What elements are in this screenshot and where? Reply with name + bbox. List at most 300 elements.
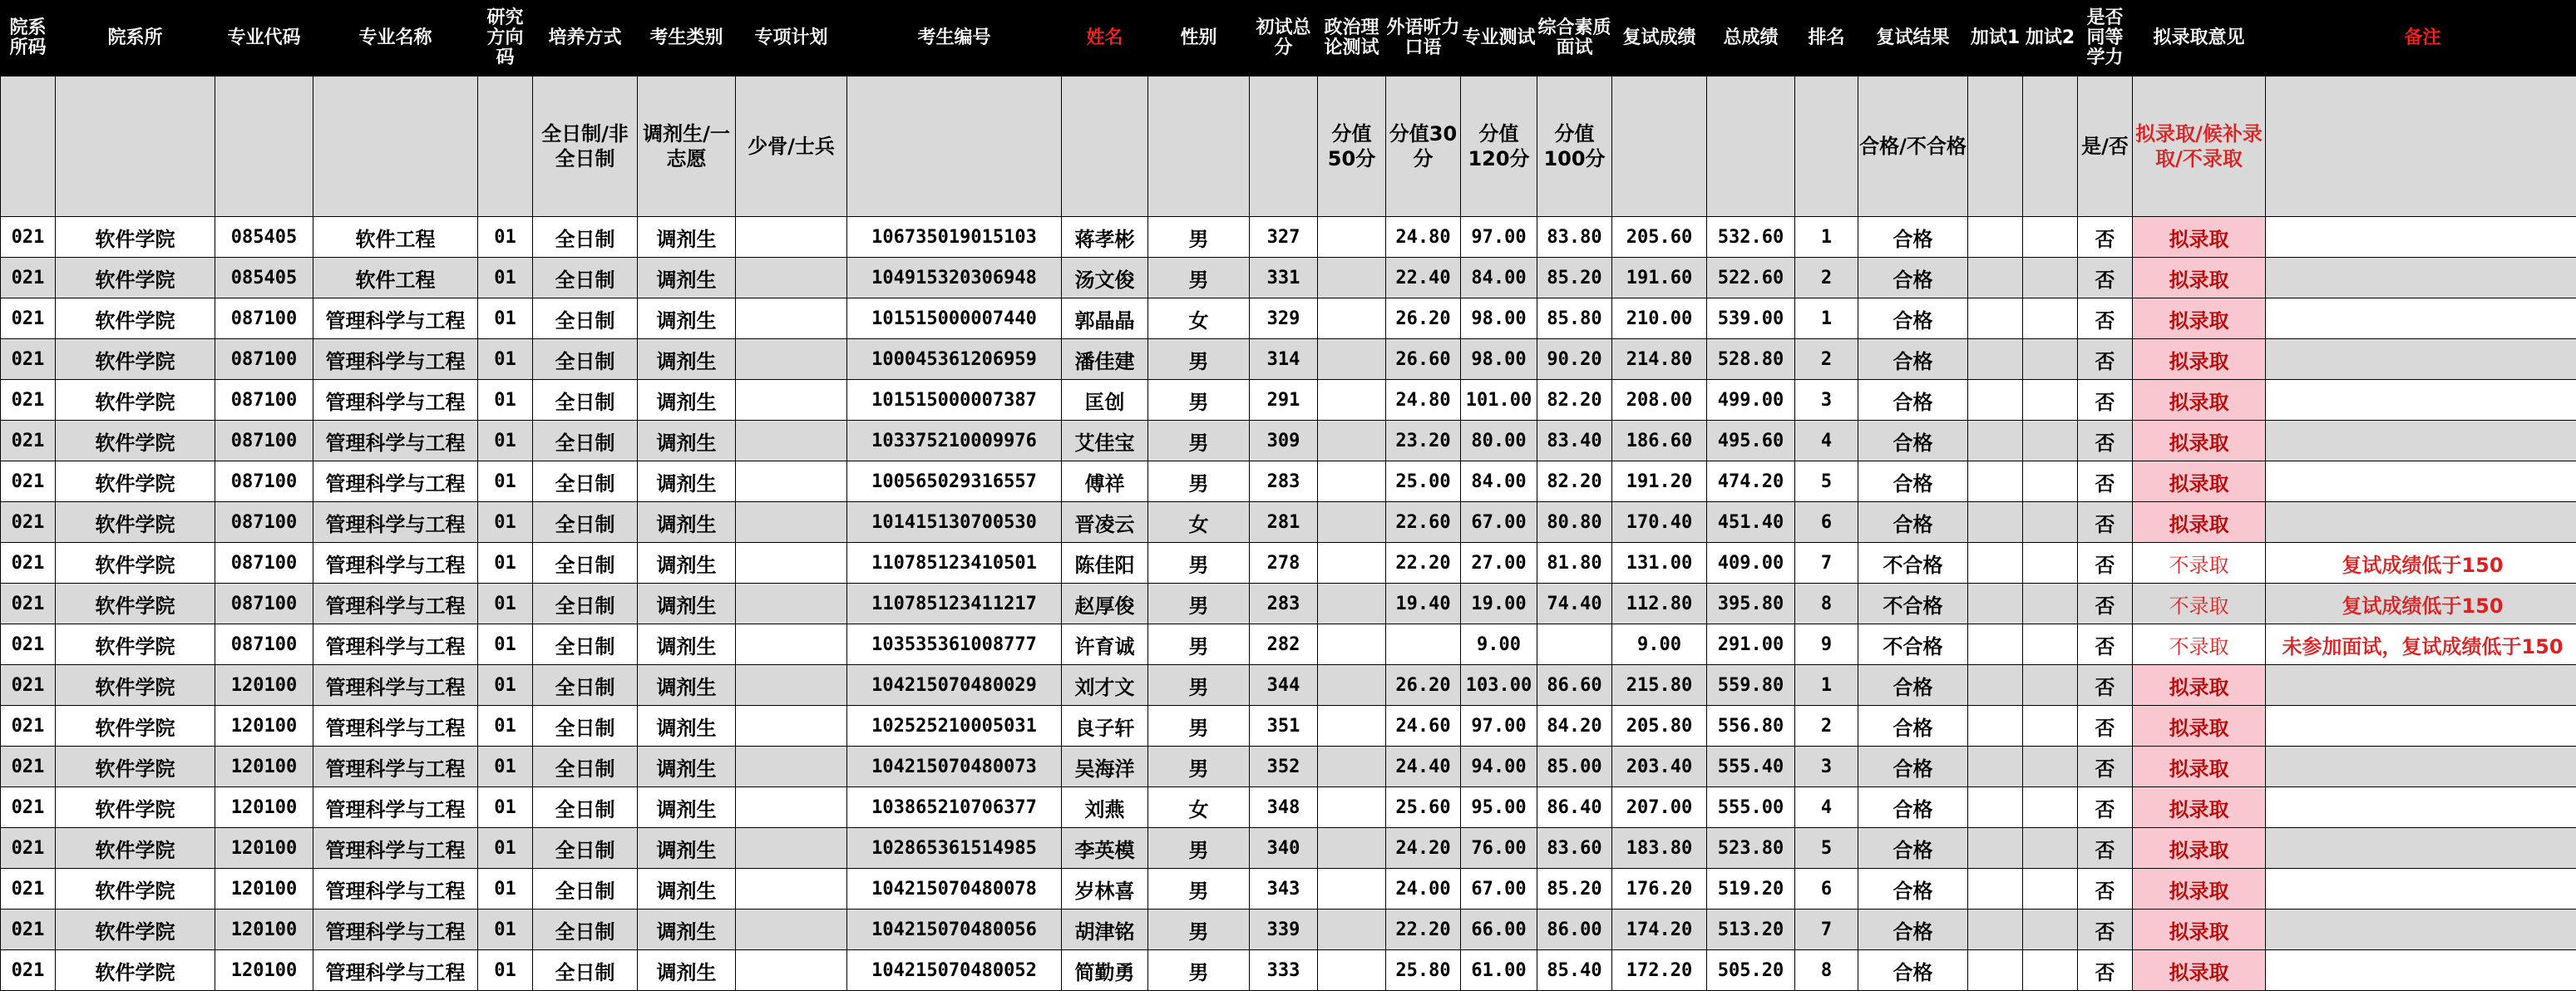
table-cell <box>1968 665 2023 706</box>
table-cell <box>1968 624 2023 665</box>
table-cell: 331 <box>1250 258 1318 298</box>
column-description <box>313 76 478 217</box>
table-cell: 男 <box>1148 828 1250 869</box>
table-cell: 男 <box>1148 543 1250 584</box>
table-cell: 管理科学与工程 <box>313 298 478 339</box>
table-cell: 调剂生 <box>638 787 736 828</box>
table-cell: 25.60 <box>1386 787 1461 828</box>
table-cell: 021 <box>1 828 56 869</box>
table-cell: 合格 <box>1858 298 1968 339</box>
table-cell: 104915320306948 <box>847 258 1062 298</box>
table-cell: 101515000007387 <box>847 380 1062 421</box>
table-cell: 调剂生 <box>638 869 736 910</box>
table-cell: 85.20 <box>1537 258 1612 298</box>
table-row <box>1 869 2576 910</box>
column-description: 少骨/士兵 <box>736 76 847 217</box>
table-row <box>1 380 2576 421</box>
table-cell <box>1968 502 2023 543</box>
table-cell <box>1318 543 1386 584</box>
table-cell: 8 <box>1795 950 1858 991</box>
table-cell <box>1968 950 2023 991</box>
table-cell <box>2266 828 2576 869</box>
table-cell <box>2023 380 2078 421</box>
table-cell: 98.00 <box>1461 339 1537 380</box>
table-cell: 软件学院 <box>56 584 215 624</box>
table-cell <box>2023 787 2078 828</box>
table-cell: 203.40 <box>1612 747 1707 787</box>
table-cell: 021 <box>1 217 56 258</box>
table-cell <box>736 747 847 787</box>
table-cell: 否 <box>2078 421 2133 461</box>
table-cell: 合格 <box>1858 217 1968 258</box>
table-cell: 全日制 <box>533 706 638 747</box>
table-cell: 软件学院 <box>56 828 215 869</box>
table-cell: 全日制 <box>533 258 638 298</box>
table-cell <box>736 543 847 584</box>
table-cell: 85.80 <box>1537 298 1612 339</box>
table-cell: 9 <box>1795 624 1858 665</box>
table-cell: 合格 <box>1858 828 1968 869</box>
table-cell: 085405 <box>215 258 313 298</box>
table-cell: 刘才文 <box>1062 665 1148 706</box>
table-cell: 087100 <box>215 461 313 502</box>
table-cell: 83.80 <box>1537 217 1612 258</box>
table-cell: 186.60 <box>1612 421 1707 461</box>
table-cell: 男 <box>1148 258 1250 298</box>
column-description <box>1148 76 1250 217</box>
table-cell: 340 <box>1250 828 1318 869</box>
table-cell: 否 <box>2078 502 2133 543</box>
table-cell: 087100 <box>215 421 313 461</box>
table-cell: 021 <box>1 461 56 502</box>
column-header: 院系所 <box>56 1 215 76</box>
table-cell: 合格 <box>1858 339 1968 380</box>
table-cell: 全日制 <box>533 339 638 380</box>
table-row <box>1 787 2576 828</box>
table-cell: 不录取 <box>2133 584 2266 624</box>
table-cell: 调剂生 <box>638 258 736 298</box>
table-cell <box>2023 339 2078 380</box>
table-cell: 全日制 <box>533 380 638 421</box>
table-cell: 否 <box>2078 828 2133 869</box>
table-cell: 539.00 <box>1707 298 1795 339</box>
table-cell <box>1318 298 1386 339</box>
table-cell: 104215070480052 <box>847 950 1062 991</box>
table-cell <box>2266 421 2576 461</box>
table-cell: 李英模 <box>1062 828 1148 869</box>
table-cell: 98.00 <box>1461 298 1537 339</box>
column-header: 专项计划 <box>736 1 847 76</box>
table-cell: 管理科学与工程 <box>313 421 478 461</box>
table-cell: 男 <box>1148 869 1250 910</box>
column-header: 姓名 <box>1062 1 1148 76</box>
table-cell: 120100 <box>215 665 313 706</box>
table-cell <box>736 706 847 747</box>
table-cell: 61.00 <box>1461 950 1537 991</box>
table-cell: 85.20 <box>1537 869 1612 910</box>
table-cell: 22.60 <box>1386 502 1461 543</box>
table-cell: 1 <box>1795 665 1858 706</box>
table-row <box>1 624 2576 665</box>
table-cell: 021 <box>1 706 56 747</box>
table-cell: 021 <box>1 502 56 543</box>
table-cell: 24.20 <box>1386 828 1461 869</box>
table-cell: 管理科学与工程 <box>313 950 478 991</box>
table-cell <box>2023 217 2078 258</box>
table-cell: 男 <box>1148 706 1250 747</box>
table-cell: 汤文俊 <box>1062 258 1148 298</box>
table-cell: 管理科学与工程 <box>313 502 478 543</box>
table-cell: 555.00 <box>1707 787 1795 828</box>
table-row <box>1 950 2576 991</box>
table-cell: 8 <box>1795 584 1858 624</box>
table-cell <box>1318 217 1386 258</box>
column-description <box>1062 76 1148 217</box>
table-cell: 未参加面试，复试成绩低于150 <box>2266 624 2576 665</box>
table-cell: 否 <box>2078 787 2133 828</box>
table-cell: 409.00 <box>1707 543 1795 584</box>
table-cell: 513.20 <box>1707 910 1795 950</box>
table-cell: 管理科学与工程 <box>313 747 478 787</box>
table-cell: 拟录取 <box>2133 747 2266 787</box>
table-cell <box>2266 910 2576 950</box>
table-cell: 021 <box>1 910 56 950</box>
table-cell: 86.00 <box>1537 910 1612 950</box>
column-header: 考生类别 <box>638 1 736 76</box>
table-cell: 1 <box>1795 298 1858 339</box>
table-cell: 调剂生 <box>638 298 736 339</box>
table-cell: 男 <box>1148 217 1250 258</box>
table-cell: 许育诚 <box>1062 624 1148 665</box>
table-cell: 01 <box>478 421 533 461</box>
table-cell: 021 <box>1 584 56 624</box>
table-cell <box>1968 258 2023 298</box>
table-row <box>1 910 2576 950</box>
table-cell: 82.20 <box>1537 461 1612 502</box>
table-cell: 66.00 <box>1461 910 1537 950</box>
table-cell: 否 <box>2078 380 2133 421</box>
table-cell: 19.00 <box>1461 584 1537 624</box>
table-cell: 软件学院 <box>56 339 215 380</box>
table-cell: 27.00 <box>1461 543 1537 584</box>
table-cell: 314 <box>1250 339 1318 380</box>
table-cell <box>2266 461 2576 502</box>
table-cell: 519.20 <box>1707 869 1795 910</box>
table-cell: 283 <box>1250 584 1318 624</box>
table-cell <box>736 339 847 380</box>
table-cell: 男 <box>1148 747 1250 787</box>
table-cell: 01 <box>478 380 533 421</box>
table-cell: 不合格 <box>1858 543 1968 584</box>
table-cell: 男 <box>1148 950 1250 991</box>
table-cell: 19.40 <box>1386 584 1461 624</box>
column-description <box>2266 76 2576 217</box>
table-cell: 否 <box>2078 298 2133 339</box>
table-cell <box>736 624 847 665</box>
table-cell: 01 <box>478 910 533 950</box>
table-cell: 全日制 <box>533 665 638 706</box>
table-cell <box>1318 787 1386 828</box>
column-header: 备注 <box>2266 1 2576 76</box>
column-header: 考生编号 <box>847 1 1062 76</box>
table-cell: 否 <box>2078 217 2133 258</box>
table-cell <box>2266 217 2576 258</box>
table-cell: 309 <box>1250 421 1318 461</box>
table-cell <box>2023 461 2078 502</box>
table-cell: 86.60 <box>1537 665 1612 706</box>
table-cell: 22.40 <box>1386 258 1461 298</box>
table-cell: 合格 <box>1858 747 1968 787</box>
table-cell: 281 <box>1250 502 1318 543</box>
column-header: 总成绩 <box>1707 1 1795 76</box>
column-header: 综合素质面试 <box>1537 1 1612 76</box>
table-cell: 104215070480078 <box>847 869 1062 910</box>
table-cell <box>2023 747 2078 787</box>
table-cell: 106735019015103 <box>847 217 1062 258</box>
table-cell: 087100 <box>215 584 313 624</box>
column-description: 拟录取/候补录取/不录取 <box>2133 76 2266 217</box>
table-cell: 男 <box>1148 910 1250 950</box>
table-cell <box>1318 461 1386 502</box>
table-cell: 24.80 <box>1386 380 1461 421</box>
table-cell: 210.00 <box>1612 298 1707 339</box>
table-cell: 良子轩 <box>1062 706 1148 747</box>
table-cell: 343 <box>1250 869 1318 910</box>
table-cell: 327 <box>1250 217 1318 258</box>
table-cell <box>736 298 847 339</box>
table-cell: 女 <box>1148 502 1250 543</box>
column-description: 分值30分 <box>1386 76 1461 217</box>
table-cell: 2 <box>1795 339 1858 380</box>
table-row <box>1 258 2576 298</box>
table-cell: 管理科学与工程 <box>313 624 478 665</box>
column-header: 加试2 <box>2023 1 2078 76</box>
table-cell <box>1968 869 2023 910</box>
table-cell <box>736 828 847 869</box>
table-cell: 拟录取 <box>2133 706 2266 747</box>
table-cell: 495.60 <box>1707 421 1795 461</box>
table-cell: 拟录取 <box>2133 828 2266 869</box>
table-cell: 晋凌云 <box>1062 502 1148 543</box>
table-cell: 5 <box>1795 828 1858 869</box>
table-cell: 男 <box>1148 421 1250 461</box>
table-cell: 全日制 <box>533 543 638 584</box>
table-cell <box>1968 543 2023 584</box>
table-cell: 男 <box>1148 339 1250 380</box>
table-cell: 172.20 <box>1612 950 1707 991</box>
table-cell: 021 <box>1 421 56 461</box>
table-cell: 103535361008777 <box>847 624 1062 665</box>
header-row <box>1 1 2576 76</box>
table-cell: 83.60 <box>1537 828 1612 869</box>
table-cell: 合格 <box>1858 910 1968 950</box>
table-cell: 110785123411217 <box>847 584 1062 624</box>
table-cell: 01 <box>478 258 533 298</box>
table-cell: 7 <box>1795 543 1858 584</box>
table-cell: 84.00 <box>1461 461 1537 502</box>
table-cell <box>2266 706 2576 747</box>
table-cell: 01 <box>478 787 533 828</box>
table-cell <box>1318 665 1386 706</box>
table-cell: 90.20 <box>1537 339 1612 380</box>
column-header: 复试成绩 <box>1612 1 1707 76</box>
table-cell: 拟录取 <box>2133 258 2266 298</box>
table-cell <box>736 380 847 421</box>
column-description <box>1795 76 1858 217</box>
table-cell: 01 <box>478 747 533 787</box>
table-cell: 不合格 <box>1858 624 1968 665</box>
table-cell: 087100 <box>215 624 313 665</box>
table-cell: 软件学院 <box>56 624 215 665</box>
column-description <box>478 76 533 217</box>
table-cell: 120100 <box>215 706 313 747</box>
table-cell <box>2266 665 2576 706</box>
table-cell: 205.60 <box>1612 217 1707 258</box>
table-cell <box>2023 869 2078 910</box>
table-cell <box>1318 421 1386 461</box>
table-cell: 全日制 <box>533 747 638 787</box>
table-cell: 120100 <box>215 747 313 787</box>
table-cell <box>2266 502 2576 543</box>
table-cell: 合格 <box>1858 706 1968 747</box>
description-row <box>1 76 2576 217</box>
table-cell <box>1318 910 1386 950</box>
table-cell: 26.60 <box>1386 339 1461 380</box>
table-cell: 拟录取 <box>2133 217 2266 258</box>
table-cell: 管理科学与工程 <box>313 828 478 869</box>
table-cell: 01 <box>478 461 533 502</box>
table-cell: 01 <box>478 502 533 543</box>
column-description <box>847 76 1062 217</box>
table-cell: 管理科学与工程 <box>313 339 478 380</box>
table-cell: 24.60 <box>1386 706 1461 747</box>
table-cell: 管理科学与工程 <box>313 869 478 910</box>
column-description <box>1250 76 1318 217</box>
table-cell: 522.60 <box>1707 258 1795 298</box>
table-cell: 183.80 <box>1612 828 1707 869</box>
table-cell: 傅祥 <box>1062 461 1148 502</box>
table-cell: 01 <box>478 706 533 747</box>
table-cell: 管理科学与工程 <box>313 910 478 950</box>
table-cell: 否 <box>2078 665 2133 706</box>
table-cell: 潘佳建 <box>1062 339 1148 380</box>
table-cell: 赵厚俊 <box>1062 584 1148 624</box>
table-cell: 131.00 <box>1612 543 1707 584</box>
table-cell: 软件学院 <box>56 380 215 421</box>
table-cell: 95.00 <box>1461 787 1537 828</box>
table-row <box>1 502 2576 543</box>
table-cell: 合格 <box>1858 502 1968 543</box>
table-cell: 333 <box>1250 950 1318 991</box>
table-cell: 26.20 <box>1386 298 1461 339</box>
table-cell: 559.80 <box>1707 665 1795 706</box>
table-cell <box>736 217 847 258</box>
table-row <box>1 665 2576 706</box>
table-cell: 全日制 <box>533 461 638 502</box>
table-cell: 25.00 <box>1386 461 1461 502</box>
table-cell: 101515000007440 <box>847 298 1062 339</box>
table-cell <box>736 910 847 950</box>
table-cell: 管理科学与工程 <box>313 787 478 828</box>
table-cell <box>1537 624 1612 665</box>
table-row <box>1 706 2576 747</box>
table-cell: 复试成绩低于150 <box>2266 584 2576 624</box>
table-cell: 调剂生 <box>638 910 736 950</box>
table-cell: 021 <box>1 624 56 665</box>
table-cell: 120100 <box>215 910 313 950</box>
table-cell: 调剂生 <box>638 339 736 380</box>
table-cell: 80.80 <box>1537 502 1612 543</box>
table-cell: 合格 <box>1858 869 1968 910</box>
table-cell: 104215070480073 <box>847 747 1062 787</box>
table-cell <box>2023 258 2078 298</box>
table-cell: 22.20 <box>1386 543 1461 584</box>
table-cell: 9.00 <box>1461 624 1537 665</box>
table-cell: 调剂生 <box>638 950 736 991</box>
column-header: 复试结果 <box>1858 1 1968 76</box>
table-cell: 021 <box>1 950 56 991</box>
table-cell: 94.00 <box>1461 747 1537 787</box>
table-cell: 85.40 <box>1537 950 1612 991</box>
table-cell <box>736 502 847 543</box>
table-cell: 女 <box>1148 787 1250 828</box>
table-cell: 全日制 <box>533 421 638 461</box>
table-cell: 174.20 <box>1612 910 1707 950</box>
table-cell <box>736 421 847 461</box>
table-cell: 否 <box>2078 339 2133 380</box>
table-cell: 全日制 <box>533 298 638 339</box>
table-cell: 100045361206959 <box>847 339 1062 380</box>
table-cell: 合格 <box>1858 787 1968 828</box>
table-cell <box>1968 421 2023 461</box>
column-header: 专业名称 <box>313 1 478 76</box>
table-cell: 24.40 <box>1386 747 1461 787</box>
table-row <box>1 421 2576 461</box>
table-cell: 4 <box>1795 421 1858 461</box>
table-cell <box>1968 461 2023 502</box>
table-cell: 24.80 <box>1386 217 1461 258</box>
table-cell: 调剂生 <box>638 543 736 584</box>
table-cell: 吴海洋 <box>1062 747 1148 787</box>
table-cell: 22.20 <box>1386 910 1461 950</box>
table-cell: 191.20 <box>1612 461 1707 502</box>
table-cell: 调剂生 <box>638 380 736 421</box>
table-row <box>1 584 2576 624</box>
table-cell: 全日制 <box>533 950 638 991</box>
table-cell: 不录取 <box>2133 543 2266 584</box>
table-cell: 6 <box>1795 869 1858 910</box>
table-cell: 282 <box>1250 624 1318 665</box>
table-cell: 339 <box>1250 910 1318 950</box>
table-cell: 25.80 <box>1386 950 1461 991</box>
table-cell: 532.60 <box>1707 217 1795 258</box>
table-cell: 刘燕 <box>1062 787 1148 828</box>
table-cell: 556.80 <box>1707 706 1795 747</box>
table-cell: 调剂生 <box>638 421 736 461</box>
table-cell: 2 <box>1795 706 1858 747</box>
table-cell: 合格 <box>1858 380 1968 421</box>
table-cell: 021 <box>1 747 56 787</box>
table-cell: 103375210009976 <box>847 421 1062 461</box>
table-cell: 3 <box>1795 380 1858 421</box>
table-cell: 01 <box>478 584 533 624</box>
table-cell: 9.00 <box>1612 624 1707 665</box>
table-cell <box>2266 747 2576 787</box>
table-cell: 207.00 <box>1612 787 1707 828</box>
table-cell: 复试成绩低于150 <box>2266 543 2576 584</box>
table-cell: 86.40 <box>1537 787 1612 828</box>
table-cell: 蒋孝彬 <box>1062 217 1148 258</box>
